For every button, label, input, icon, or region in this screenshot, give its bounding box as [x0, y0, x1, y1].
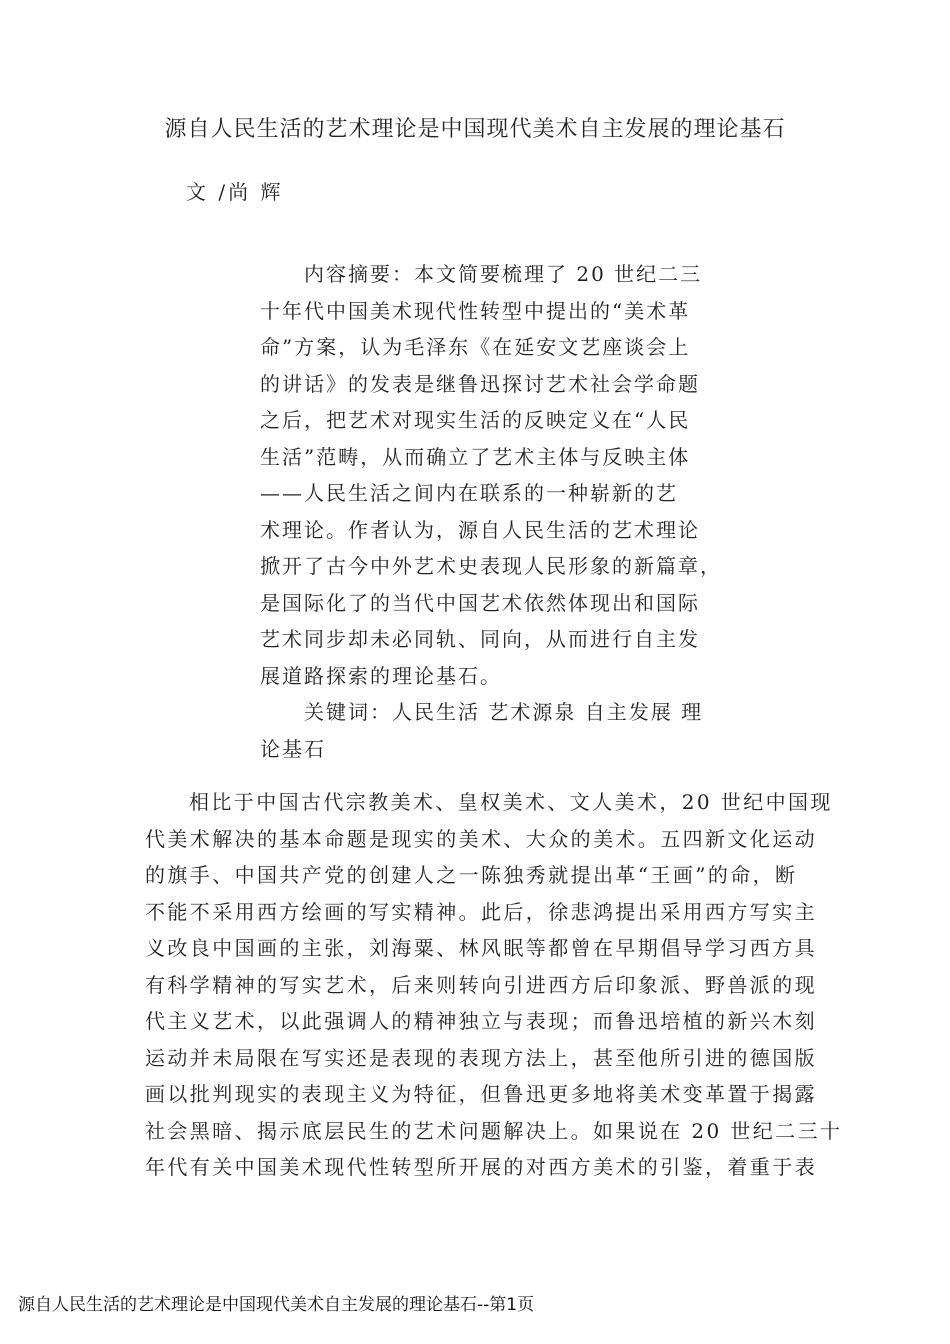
page-title: 源自人民生活的艺术理论是中国现代美术自主发展的理论基石	[164, 117, 786, 142]
abstract-line: 艺术同步却未必同轨、同向，从而进行自主发	[260, 627, 700, 651]
body-line: 代主义艺术，以此强调人的精神独立与表现；而鲁迅培植的新兴木刻	[145, 1009, 817, 1033]
author-byline: 文 /尚 辉	[186, 180, 284, 204]
abstract-line: 命”方案，认为毛泽东《在延安文艺座谈会上	[260, 335, 691, 359]
abstract-line: 十年代中国美术现代性转型中提出的“美术革	[260, 298, 691, 323]
body-line: 年代有关中国美术现代性转型所开展的对西方美术的引鉴，着重于表	[145, 1155, 817, 1179]
abstract-line: 掀开了古今中外艺术史表现人民形象的新篇章，	[260, 554, 722, 578]
body-line: 运动并未局限在写实还是表现的表现方法上，甚至他所引进的德国版	[145, 1045, 817, 1070]
body-line: 画以批判现实的表现主义为特征，但鲁迅更多地将美术变革置于揭露	[145, 1082, 817, 1106]
body-line: 社会黑暗、揭示底层民生的艺术问题解决上。如果说在 20 世纪二三十	[145, 1118, 843, 1143]
body-line: 代美术解决的基本命题是现实的美术、大众的美术。五四新文化运动	[145, 826, 817, 851]
abstract-line: 术理论。作者认为，源自人民生活的艺术理论	[260, 517, 700, 542]
body-line: 不能不采用西方绘画的写实精神。此后，徐悲鸿提出采用西方写实主	[145, 899, 817, 924]
body-line: 有科学精神的写实艺术，后来则转向引进西方后印象派、野兽派的现	[145, 972, 817, 997]
body-line: 的旗手、中国共产党的创建人之一陈独秀就提出革“王画”的命，断	[145, 863, 798, 887]
page-footer: 源自人民生活的艺术理论是中国现代美术自主发展的理论基石--第1页	[18, 1295, 535, 1315]
abstract-line: 展道路探索的理论基石。	[260, 663, 502, 688]
abstract-block	[260, 256, 722, 767]
abstract-line: 内容摘要：本文简要梳理了 20 世纪二三	[304, 262, 703, 286]
abstract-line: 之后，把艺术对现实生活的反映定义在“人民	[260, 408, 691, 432]
body-line: 相比于中国古代宗教美术、皇权美术、文人美术，20 世纪中国现	[189, 790, 833, 814]
body-paragraph	[145, 784, 843, 1186]
abstract-line: 的讲话》的发表是继鲁迅探讨艺术社会学命题	[260, 371, 700, 396]
keywords-line: 论基石	[260, 736, 326, 761]
abstract-line: 生活”范畴，从而确立了艺术主体与反映主体	[260, 444, 691, 469]
keywords-line: 关键词：人民生活 艺术源泉 自主发展 理	[304, 700, 704, 724]
abstract-line: ——人民生活之间内在联系的一种崭新的艺	[260, 481, 678, 505]
abstract-line: 是国际化了的当代中国艺术依然体现出和国际	[260, 590, 700, 615]
body-line: 义改良中国画的主张，刘海粟、林风眠等都曾在早期倡导学习西方具	[145, 936, 817, 960]
